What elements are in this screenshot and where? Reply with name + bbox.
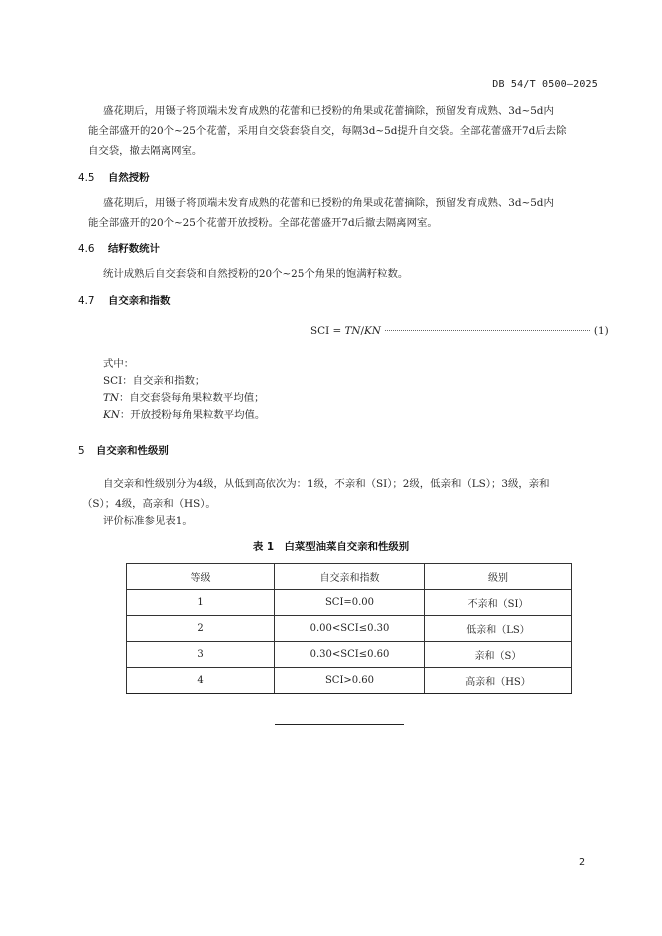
paragraph-line: 统计成熟后自交套袋和自然授粉的20个~25个角果的饱满籽粒数。 [103,268,409,280]
standard-number: DB 54/T 0500—2025 [492,79,598,90]
section-number: 4.6 [78,243,95,255]
table-cell: 4 [127,668,275,694]
leader-dots [385,329,590,331]
table-cell: 亲和（S） [425,642,572,668]
section-number: 5 [78,445,85,457]
formula-slash: / [360,325,365,337]
formula-kn: KN [364,325,381,337]
table-row [127,668,572,694]
formula-lhs: SCI = [310,325,342,337]
table-caption: 表 1 白菜型油菜自交亲和性级别 [252,541,410,553]
section-title: 结籽数统计 [108,243,160,255]
table-cell: 1 [127,590,275,616]
table-row [127,642,572,668]
grade-table [126,563,572,694]
paragraph-line: 盛花期后，用镊子将顶端未发育成熟的花蕾和已授粉的角果或花蕾摘除，预留发育成熟、3d~5d内 [103,197,554,209]
section-heading-4-6 [78,240,160,255]
definition-symbol: SCI [103,375,123,387]
table-cell: 2 [127,616,275,642]
table-row [127,590,572,616]
table-header-row [127,564,572,590]
section-title: 自交亲和性级别 [96,445,169,457]
table-cell: SCI=0.00 [275,590,425,616]
page-number: 2 [578,857,585,868]
where-label: 式中： [103,358,135,370]
table-cell: 不亲和（SI） [425,590,572,616]
table-cell: 3 [127,642,275,668]
end-of-document-rule [275,724,404,725]
definition-text: ：开放授粉每角果粒数平均值。 [119,409,266,421]
section-heading-4-7 [78,292,170,307]
formula-tn: TN [344,325,361,337]
section-number: 4.7 [78,295,95,307]
table-header: 等级 [127,564,275,590]
paragraph-line: 盛花期后，用镊子将顶端未发育成熟的花蕾和已授粉的角果或花蕾摘除，预留发育成熟、3d~5d内 [103,105,554,117]
table-row [127,616,572,642]
table-header: 自交亲和指数 [275,564,425,590]
section-heading-4-5 [78,169,150,184]
formula-sci [310,325,609,337]
paragraph-line: 自交袋，撤去隔离网室。 [88,145,203,157]
equation-number: (1) [593,325,609,337]
definition-symbol: TN [103,392,120,404]
section-title: 自交亲和指数 [108,295,171,307]
section-heading-5 [78,442,169,457]
table-cell: 0.30<SCI≤0.60 [275,642,425,668]
definition-text: ：自交亲和指数； [122,375,206,387]
definition-text: ：自交套袋每角果粒数平均值； [119,392,265,404]
paragraph-line: 能全部盛开的20个~25个花蕾开放授粉。全部花蕾盛开7d后撤去隔离网室。 [88,217,438,229]
paragraph-line: 自交亲和性级别分为4级，从低到高依次为：1级，不亲和（SI）；2级，低亲和（LS）；3级，亲和 [103,478,550,490]
section-number: 4.5 [78,172,95,184]
table-cell: 0.00<SCI≤0.30 [275,616,425,642]
definition-item [103,405,265,425]
section-title: 自然授粉 [108,172,150,184]
table-cell: 低亲和（LS） [425,616,572,642]
definition-symbol: KN [103,409,120,421]
table-cell: 高亲和（HS） [425,668,572,694]
table-header: 级别 [425,564,572,590]
paragraph-line: 评价标准参见表1。 [103,515,193,527]
paragraph-line: （S）；4级，高亲和（HS）。 [82,498,216,510]
paragraph-line: 能全部盛开的20个~25个花蕾，采用自交袋套袋自交，每隔3d~5d提升自交袋。全部花蕾盛开7d后去除 [88,125,567,137]
table-cell: SCI>0.60 [275,668,425,694]
